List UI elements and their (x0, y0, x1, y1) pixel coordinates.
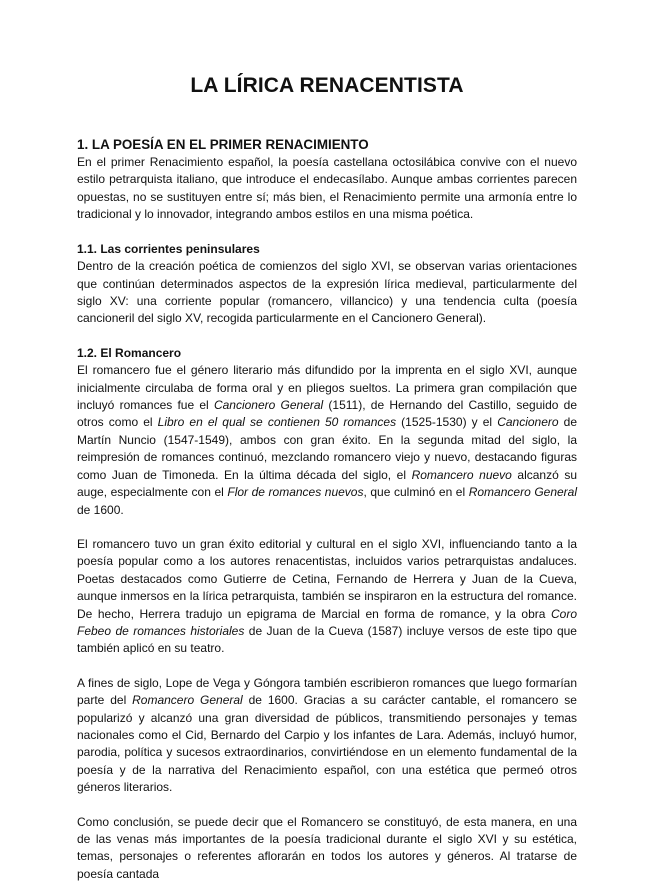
document-title: LA LÍRICA RENACENTISTA (190, 74, 464, 97)
romancero-paragraph-1: El romancero fue el género literario más difundido por la imprenta en el siglo XVI, aunque inicialmente circulaba de forma oral y en pliegos sueltos. La primera gran compilación que incluyó romances fue el Cancionero General (1511), de Hernando del Castillo, seguido de otros como el Libro en el qual se contienen 50 romances (1525-1530) y el Cancionero de Martín Nuncio (1547-1549), ambos con gran éxito. En la segunda mitad del siglo, la reimpresión de romances continuó, mezclando romancero viejo y nuevo, destacando figuras como Juan de Timoneda. En la última década del siglo, el Romancero nuevo alcanzó su auge, especialmente con el Flor de romances nuevos, que culminó en el Romancero General de 1600. (77, 363, 578, 517)
romancero-paragraph-4: Como conclusión, se puede decir que el Romancero se constituyó, de esta manera, en una de las venas más importantes de la poesía tradicional durante el siglo XVI y su estética, temas, personajes o referentes aflorarán en todos los autores y géneros. Al tratarse de poesía cantada (77, 814, 577, 881)
section-1-paragraph: En el primer Renacimiento español, la poesía castellana octosilábica convive con el nuevo estilo petrarquista italiano, que introduce el endecasílabo. Aunque ambas corrientes parecen opuestas, no se sustituyen entre sí; más bien, el Renacimiento permite una armonía entre lo tradicional y lo innovador, integrando ambos estilos en una misma poética. (77, 155, 577, 222)
romancero-paragraph-3: A fines de siglo, Lope de Vega y Góngora también escribieron romances que luego formarían parte del Romancero General de 1600. Gracias a su carácter cantable, el romancero se popularizó y alcanzó una gran diversidad de públicos, transmitiendo personajes y temas nacionales como el Cid, Bernardo del Carpio y los infantes de Lara. Además, incluyó humor, parodia, política y sucesos extraordinarios, convirtiéndose en un elemento fundamental de la poesía y de la narrativa del Renacimiento español, con una estética que permeó otros géneros literarios. (77, 675, 577, 795)
section-heading-1-2: 1.2. El Romancero (77, 345, 182, 360)
romancero-paragraph-2: El romancero tuvo un gran éxito editorial y cultural en el siglo XVI, influenciando tanto a la poesía popular como a los autores renacentistas, incluidos varios petrarquistas andaluces. Poetas destacados como Gutierre de Cetina, Fernando de Herrera y Juan de la Cueva, aunque inmersos en la lírica petrarquista, también se inspiraron en la estructura del romance. De hecho, Herrera tradujo un epigrama de Marcial en forma de romance, y la obra Coro Febeo de romances historiales de Juan de la Cueva (1587) incluye versos de este tipo que también aplicó en su teatro. (77, 536, 577, 656)
section-1-1-paragraph: Dentro de la creación poética de comienzos del siglo XVI, se observan varias orientaciones que continúan determinados aspectos de la expresión lírica medieval, particularmente del siglo XV: una corriente popular (romancero, villancico) y una tendencia culta (poesía cancioneril del siglo XV, recogida particularmente en el Cancionero General). (77, 259, 577, 326)
section-heading-1: 1. LA POESÍA EN EL PRIMER RENACIMIENTO (77, 137, 369, 152)
section-heading-1-1: 1.1. Las corrientes peninsulares (77, 241, 260, 256)
